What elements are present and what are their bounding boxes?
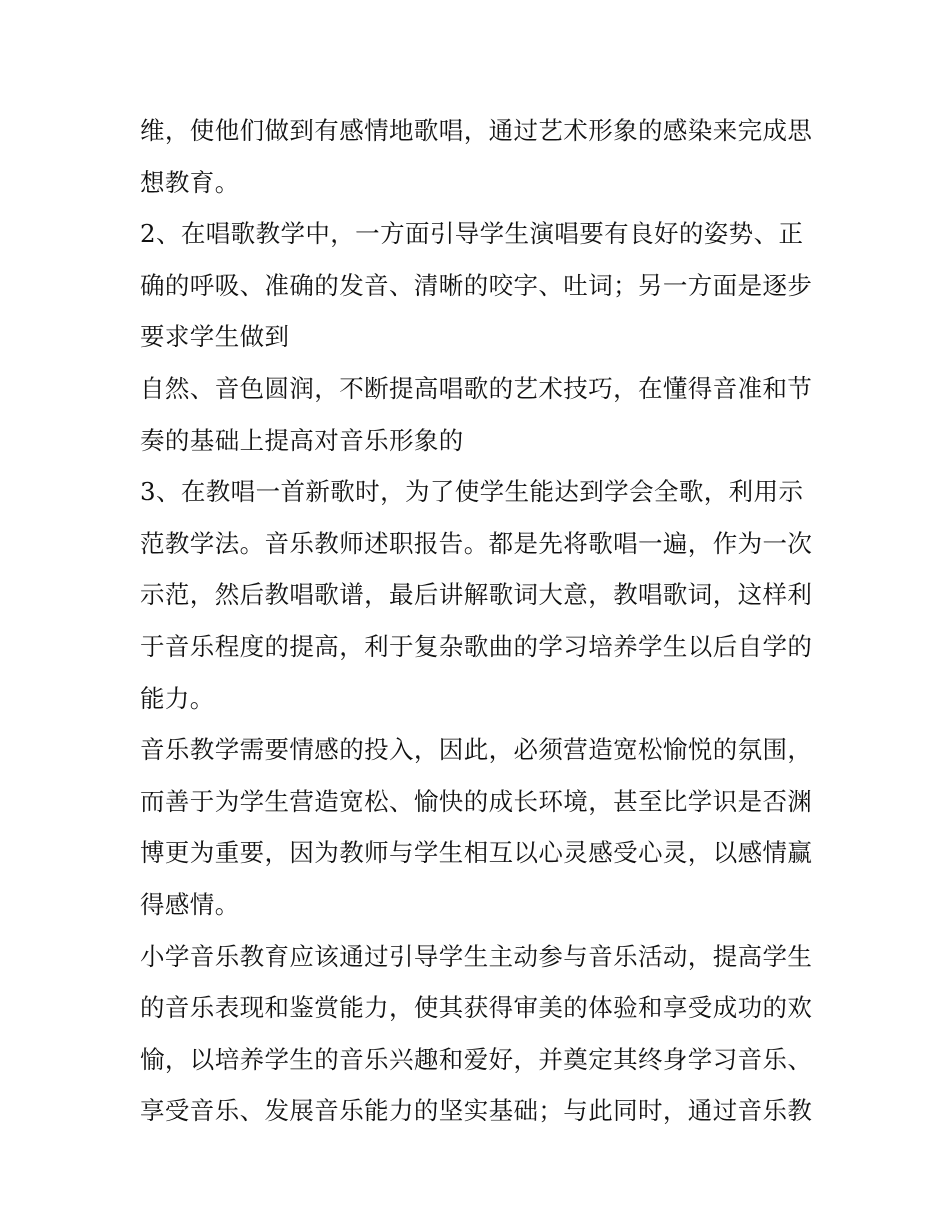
text-line: 想教育。	[140, 167, 240, 197]
text-line: 确的呼吸、准确的发音、清晰的咬字、吐词；另一方面是逐步	[140, 270, 813, 300]
text-line: 于音乐程度的提高，利于复杂歌曲的学习培养学生以后自学的	[140, 631, 813, 661]
text-line: 享受音乐、发展音乐能力的坚实基础；与此同时，通过音乐教	[140, 1096, 813, 1126]
body-text	[140, 105, 820, 1137]
text-line: 能力。	[140, 683, 215, 713]
text-line: 示范，然后教唱歌谱，最后讲解歌词大意，教唱歌词，这样利	[140, 580, 813, 610]
text-line: 博更为重要，因为教师与学生相互以心灵感受心灵，以感情赢	[140, 838, 813, 868]
text-line: 音乐教学需要情感的投入，因此，必须营造宽松愉悦的氛围，	[140, 735, 813, 765]
text-line: 奏的基础上提高对音乐形象的	[140, 425, 464, 455]
text-line: 2、在唱歌教学中，一方面引导学生演唱要有良好的姿势、正	[140, 219, 804, 249]
text-line: 维，使他们做到有感情地歌唱，通过艺术形象的感染来完成思	[140, 116, 813, 145]
text-line: 愉，以培养学生的音乐兴趣和爱好，并奠定其终身学习音乐、	[140, 1044, 813, 1074]
text-line: 得感情。	[140, 889, 240, 919]
text-line: 的音乐表现和鉴赏能力，使其获得审美的体验和享受成功的欢	[140, 993, 813, 1023]
text-line: 而善于为学生营造宽松、愉快的成长环境，甚至比学识是否渊	[140, 786, 813, 816]
text-line: 范教学法。音乐教师述职报告。都是先将歌唱一遍，作为一次	[140, 528, 813, 558]
text-line: 要求学生做到	[140, 322, 290, 352]
text-line: 自然、音色圆润，不断提高唱歌的艺术技巧，在懂得音准和节	[140, 373, 813, 403]
text-line: 小学音乐教育应该通过引导学生主动参与音乐活动，提高学生	[140, 941, 813, 971]
text-line: 3、在教唱一首新歌时，为了使学生能达到学会全歌，利用示	[140, 477, 804, 507]
